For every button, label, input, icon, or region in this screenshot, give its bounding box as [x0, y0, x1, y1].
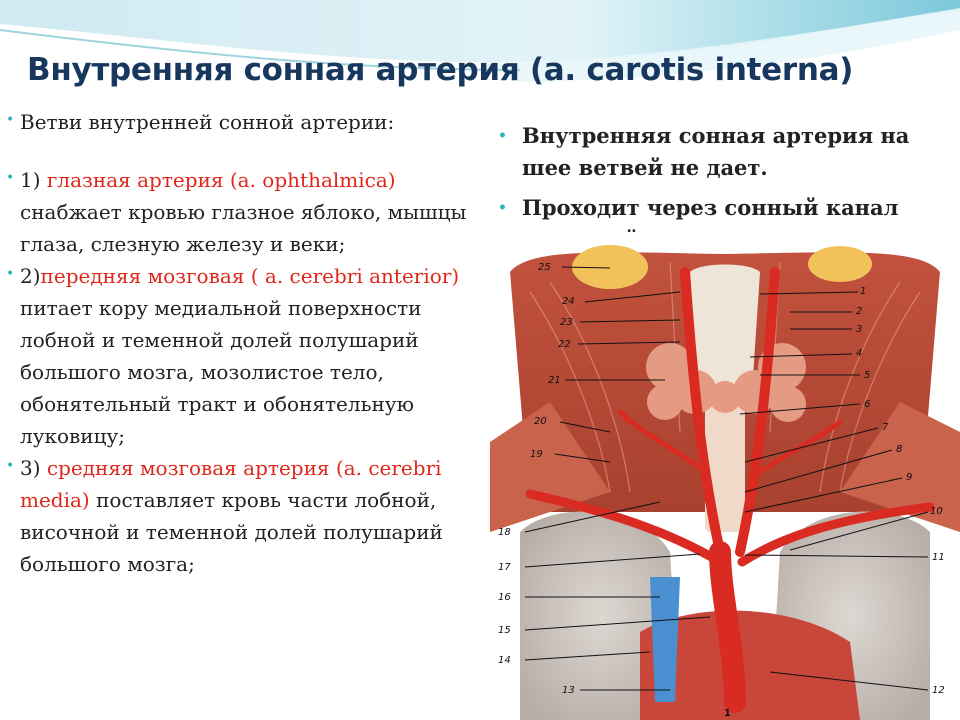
- figure-label: 7: [882, 422, 889, 433]
- bullet-icon: •: [498, 200, 507, 216]
- note-item: [498, 120, 942, 184]
- figure-label: 2: [856, 306, 863, 317]
- branch-number: 3): [20, 456, 47, 480]
- branch-name: средняя мозговая артерия (a. cerebri media): [20, 456, 442, 512]
- bullet-icon: •: [6, 170, 15, 186]
- branch-item-ophthalmic: [6, 164, 488, 260]
- figure-label: 15: [498, 625, 511, 636]
- intro-item: [6, 106, 488, 138]
- figure-label: 14: [498, 655, 511, 666]
- figure-label: 25: [538, 262, 551, 273]
- slide-title: Внутренняя сонная артерия (a. carotis interna): [27, 52, 854, 88]
- branch-item-middle-cerebral: [6, 452, 488, 580]
- branch-item-anterior-cerebral: [6, 260, 488, 452]
- figure-label: 16: [498, 592, 511, 603]
- figure-label: 23: [560, 317, 573, 328]
- figure-label: 11: [932, 552, 945, 563]
- figure-label: 9: [906, 472, 913, 483]
- note-text: Проходит через сонный канал: [522, 195, 899, 220]
- neck-arteries-drawing: [490, 232, 960, 720]
- bullet-icon: •: [498, 128, 507, 144]
- figure-label: 8: [896, 444, 903, 455]
- figure-label: 17: [498, 562, 511, 573]
- figure-label: 3: [856, 324, 863, 335]
- figure-label: 5: [864, 370, 871, 381]
- figure-label: 18: [498, 527, 511, 538]
- branch-name: глазная артерия (a. ophthalmica): [46, 168, 396, 192]
- figure-label: 10: [930, 506, 943, 517]
- bullet-icon: •: [6, 112, 15, 128]
- figure-label: 6: [864, 399, 871, 410]
- anatomy-illustration: [490, 232, 960, 720]
- figure-label: 19: [530, 449, 543, 460]
- bullet-icon: •: [6, 458, 15, 474]
- figure-label: 22: [558, 339, 571, 350]
- branch-description: снабжает кровью глазное яблоко, мышцы глаза, слезную железу и веки;: [20, 200, 467, 256]
- note-text: Внутренняя сонная артерия на шее ветвей не дает.: [522, 123, 910, 180]
- branches-text: [6, 106, 488, 580]
- bullet-icon: •: [6, 266, 15, 282]
- branch-description: поставляет кровь части лобной, височной и теменной долей полушарий большого мозга;: [20, 488, 443, 576]
- figure-label: 21: [548, 375, 561, 386]
- branch-number: 2): [20, 264, 41, 288]
- figure-label: 24: [562, 296, 575, 307]
- branch-description: питает кору медиальной поверхности лобной и теменной долей полушарий большого мозга, мозолистое тело, обонятельный тракт и обонятельную луковицу;: [20, 296, 422, 448]
- figure-label: 1: [860, 286, 867, 297]
- figure-caption: 1: [724, 708, 731, 719]
- branch-name: передняя мозговая ( a. cerebri anterior): [40, 264, 460, 288]
- figure-label: 20: [534, 416, 547, 427]
- branch-number: 1): [20, 168, 47, 192]
- figure-label: 4: [856, 348, 863, 359]
- intro-text: Ветви внутренней сонной артерии:: [20, 110, 395, 134]
- figure-label: 12: [932, 685, 945, 696]
- figure-label: 13: [562, 685, 575, 696]
